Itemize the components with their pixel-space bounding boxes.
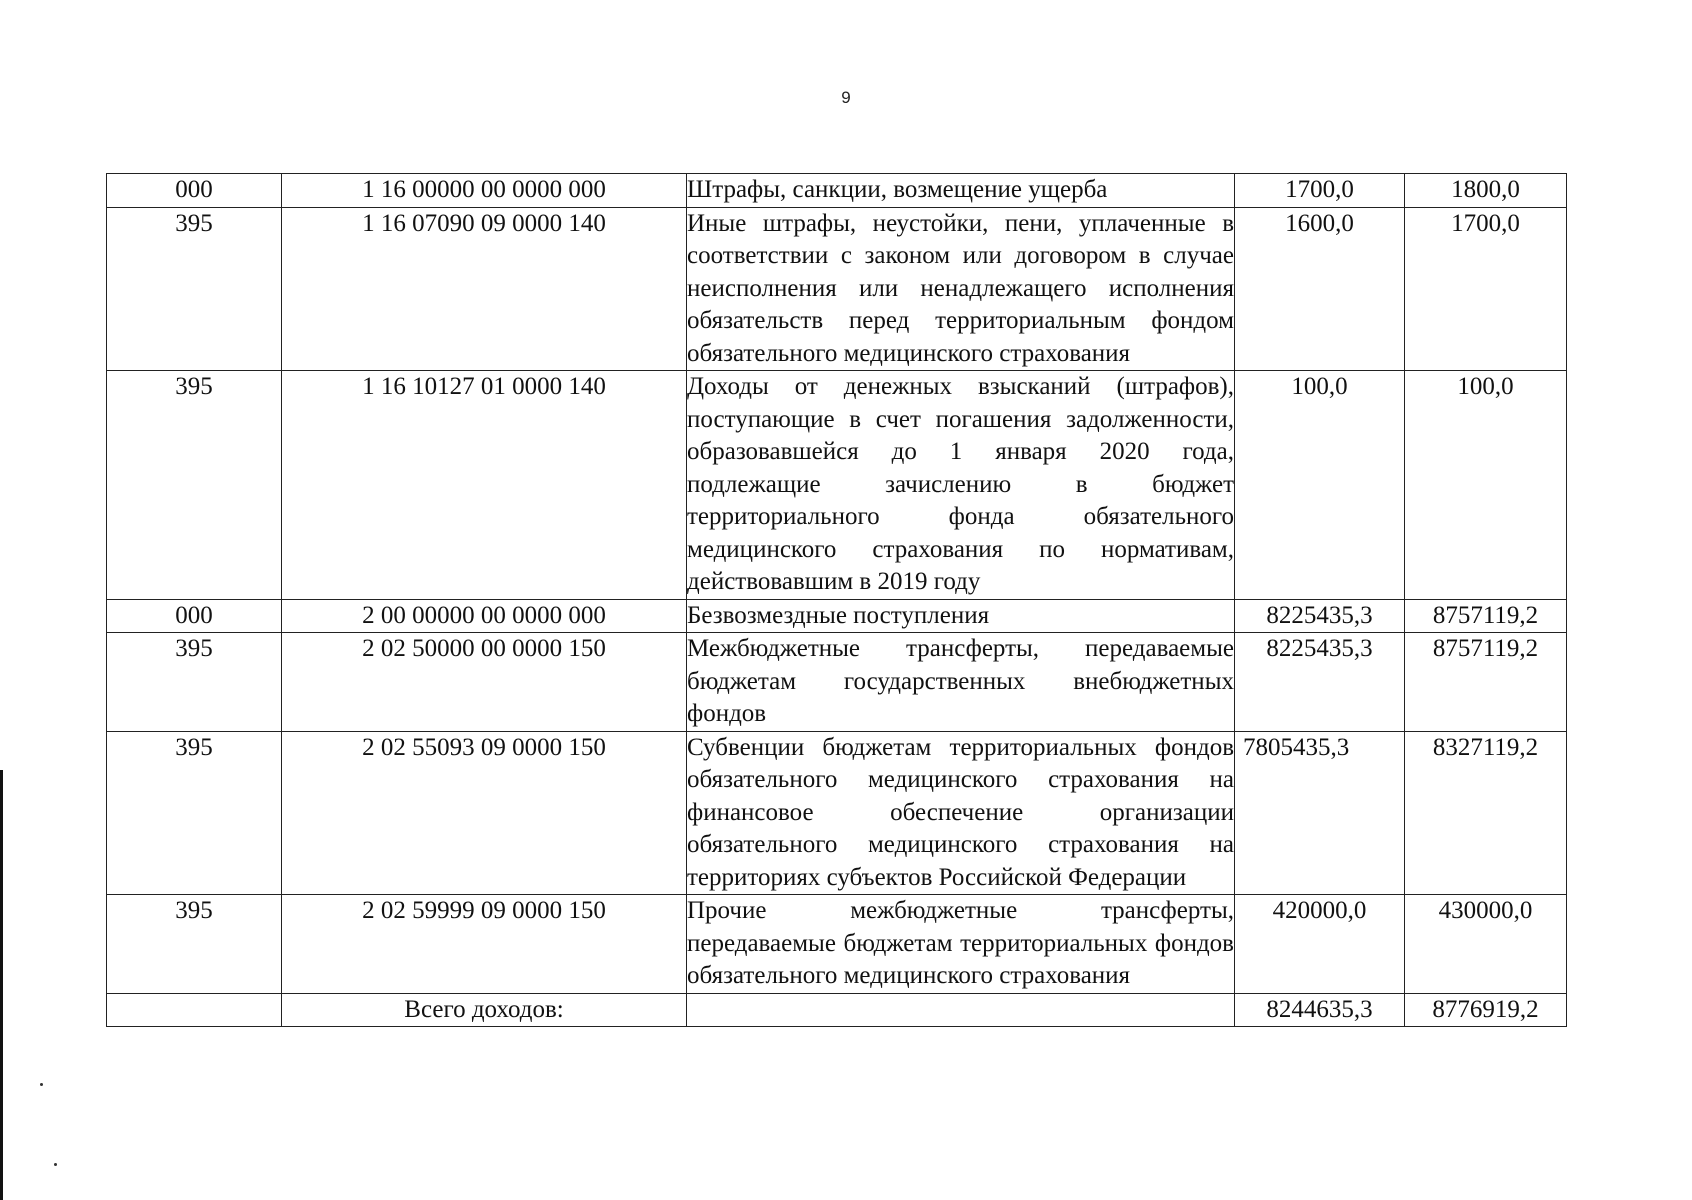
budget-code-cell: 2 02 50000 00 0000 150: [282, 633, 687, 732]
scan-margin-mark: [0, 770, 3, 1200]
revenue-name-cell: Межбюджетные трансферты, передаваемые бюджетам государственных внебюджетных фондов: [687, 633, 1235, 732]
empty-cell: [107, 993, 282, 1027]
revenue-name-cell: Субвенции бюджетам территориальных фондов обязательного медицинского страхования на финансовое обеспечение организации обязательного медицинского страхования на территориях субъектов Российской Федерации: [687, 731, 1235, 895]
budget-code-cell: 1 16 00000 00 0000 000: [282, 174, 687, 208]
admin-code-cell: 395: [107, 371, 282, 600]
empty-cell: [687, 993, 1235, 1027]
total-row: [107, 993, 1567, 1027]
table-row: [107, 207, 1567, 371]
amount-2022-cell: 8327119,2: [1405, 731, 1567, 895]
amount-2022-cell: 8757119,2: [1405, 633, 1567, 732]
budget-code-cell: 1 16 07090 09 0000 140: [282, 207, 687, 371]
amount-2022-cell: 1700,0: [1405, 207, 1567, 371]
amount-2021-cell: 1600,0: [1235, 207, 1405, 371]
table-row: [107, 633, 1567, 732]
amount-2022-cell: 1800,0: [1405, 174, 1567, 208]
budget-code-cell: 1 16 10127 01 0000 140: [282, 371, 687, 600]
table-row: [107, 599, 1567, 633]
admin-code-cell: 395: [107, 895, 282, 994]
page-number: 9: [841, 88, 851, 107]
total-2021-cell: 8244635,3: [1235, 993, 1405, 1027]
amount-2021-cell: 100,0: [1235, 371, 1405, 600]
revenue-name-cell: Доходы от денежных взысканий (штрафов), поступающие в счет погашения задолженности, образовавшейся до 1 января 2020 года, подлежащие зачислению в бюджет территориального фонда обязательного медицинского страхования по нормативам, действовавшим в 2019 году: [687, 371, 1235, 600]
revenue-name-cell: Прочие межбюджетные трансферты, передаваемые бюджетам территориальных фондов обязательного медицинского страхования: [687, 895, 1235, 994]
total-2022-cell: 8776919,2: [1405, 993, 1567, 1027]
admin-code-cell: 000: [107, 174, 282, 208]
amount-2021-cell: 420000,0: [1235, 895, 1405, 994]
amount-2022-cell: 8757119,2: [1405, 599, 1567, 633]
amount-2021-cell: 8225435,3: [1235, 599, 1405, 633]
admin-code-cell: 395: [107, 207, 282, 371]
scan-speck: [54, 1163, 57, 1166]
revenue-name-cell: Штрафы, санкции, возмещение ущерба: [687, 174, 1235, 208]
amount-2021-cell: 8225435,3: [1235, 633, 1405, 732]
admin-code-cell: 395: [107, 633, 282, 732]
amount-2022-cell: 100,0: [1405, 371, 1567, 600]
table-row: [107, 371, 1567, 600]
admin-code-cell: 395: [107, 731, 282, 895]
amount-2022-cell: 430000,0: [1405, 895, 1567, 994]
revenue-name-cell: Иные штрафы, неустойки, пени, уплаченные в соответствии с законом или договором в случае неисполнения или ненадлежащего исполнения обязательств перед территориальным фондом обязательного медицинского страхования: [687, 207, 1235, 371]
revenue-name-cell: Безвозмездные поступления: [687, 599, 1235, 633]
budget-code-cell: 2 02 59999 09 0000 150: [282, 895, 687, 994]
total-label: Всего доходов:: [282, 993, 687, 1027]
admin-code-cell: 000: [107, 599, 282, 633]
table-row: [107, 895, 1567, 994]
table-row: [107, 174, 1567, 208]
amount-2021-cell: 7805435,3: [1235, 731, 1405, 895]
revenue-table: [106, 173, 1567, 1027]
budget-code-cell: 2 00 00000 00 0000 000: [282, 599, 687, 633]
scan-speck: [40, 1083, 43, 1086]
amount-2021-cell: 1700,0: [1235, 174, 1405, 208]
table-row: [107, 731, 1567, 895]
budget-code-cell: 2 02 55093 09 0000 150: [282, 731, 687, 895]
